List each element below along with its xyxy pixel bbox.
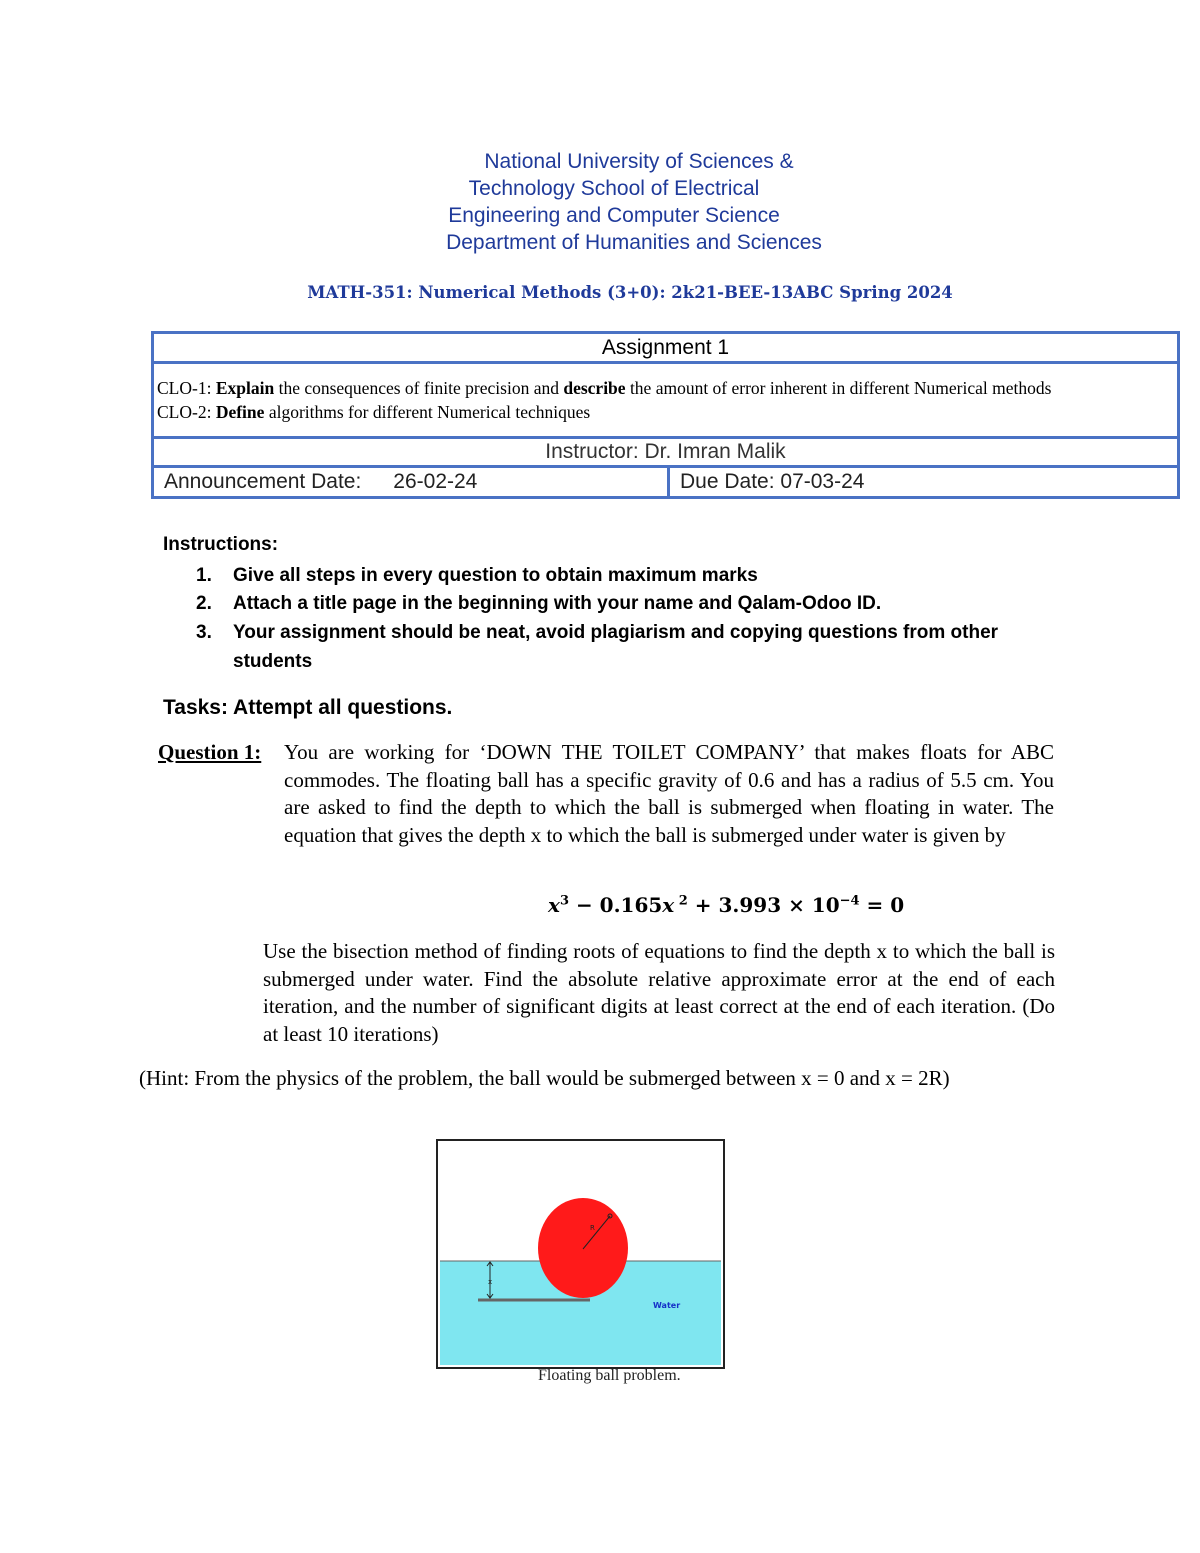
announcement-date-value: 26-02-24	[393, 470, 478, 493]
equation-exponent-3: −4	[839, 893, 860, 909]
course-title: MATH-351: Numerical Methods (3+0): 2k21-BEE-13ABC Spring 2024	[307, 283, 953, 302]
question-1-hint: (Hint: From the physics of the problem, the ball would be submerged between x = 0 and x = 2R)	[139, 1066, 950, 1090]
question-1-body: You are working for ‘DOWN THE TOILET COMPANY’ that makes floats for ABC commodes. The floating ball has a specific gravity of 0.6 and has a radius of 5.5 cm. You are asked to find the depth to which the ball is submerged when floating in water. The equation that gives the depth x to which the ball is submerged under water is given by	[284, 740, 1054, 847]
assignment-info-table	[151, 331, 1180, 499]
floating-ball-diagram	[438, 1141, 723, 1367]
equation-term-2: − 0.165	[568, 893, 663, 917]
instructions-heading: Instructions:	[163, 534, 279, 555]
figure-caption: Floating ball problem.	[538, 1367, 681, 1384]
due-date-label: Due Date:	[680, 470, 775, 493]
instruction-number: 3.	[196, 622, 212, 643]
equation-exponent-2: 2	[674, 893, 688, 909]
equation-exponent-1: 3	[559, 893, 569, 909]
clo-cell	[153, 363, 1179, 438]
clo-2-verb-define: Define	[215, 402, 265, 422]
equation-variable: x	[548, 893, 560, 917]
instruction-text: Give all steps in every question to obtain maximum marks	[233, 565, 758, 586]
instructor-name: Instructor: Dr. Imran Malik	[153, 438, 1179, 467]
question-1-equation	[548, 893, 904, 917]
radius-label: R	[590, 1224, 595, 1232]
water-label: Water	[653, 1301, 681, 1310]
depth-label: x	[488, 1278, 493, 1286]
due-date-value: 07-03-24	[780, 470, 865, 493]
equation-rhs: = 0	[859, 893, 905, 917]
clo-1-verb-describe: describe	[563, 378, 626, 398]
clo-1-rest: the amount of error inherent in different Numerical methods	[625, 378, 1052, 398]
university-name-line-2: Technology School of Electrical	[468, 177, 760, 200]
instruction-number: 1.	[196, 565, 212, 586]
department-name: Department of Humanities and Sciences	[446, 231, 822, 254]
equation-term-3: + 3.993 × 10	[687, 893, 840, 917]
clo-1-middle: the consequences of finite precision and	[274, 378, 564, 398]
instruction-text: Your assignment should be neat, avoid plagiarism and copying questions from other students	[233, 622, 999, 672]
assignment-title: Assignment 1	[153, 333, 1179, 363]
clo-2-prefix: CLO-2:	[157, 402, 216, 422]
announcement-date-cell	[153, 467, 669, 498]
announcement-date-label: Announcement Date:	[164, 470, 362, 493]
clo-2-rest: algorithms for different Numerical techniques	[264, 402, 591, 422]
tasks-heading: Tasks: Attempt all questions.	[163, 696, 453, 719]
question-1-label: Question 1:	[158, 740, 262, 764]
floating-ball	[538, 1198, 628, 1298]
university-name-line-1: National University of Sciences &	[484, 150, 794, 173]
floating-ball-figure	[436, 1139, 725, 1369]
clo-1-verb-explain: Explain	[215, 378, 275, 398]
university-name-line-3: Engineering and Computer Science	[448, 204, 780, 227]
question-1-method: Use the bisection method of finding roots of equations to find the depth x to which the ball is submerged under water. Find the absolute relative approximate error at the end of each iteration, and the number of significant digits at least correct at the end of each iteration. (Do at least 10 iterations)	[263, 939, 1055, 1046]
equation-variable-2: x	[662, 893, 675, 917]
clo-1-prefix: CLO-1:	[157, 378, 216, 398]
instruction-number: 2.	[196, 593, 212, 614]
clo-2	[157, 400, 1174, 424]
instruction-text: Attach a title page in the beginning with your name and Qalam-Odoo ID.	[233, 593, 882, 614]
clo-1	[157, 376, 1174, 400]
due-date-cell	[669, 467, 1179, 498]
